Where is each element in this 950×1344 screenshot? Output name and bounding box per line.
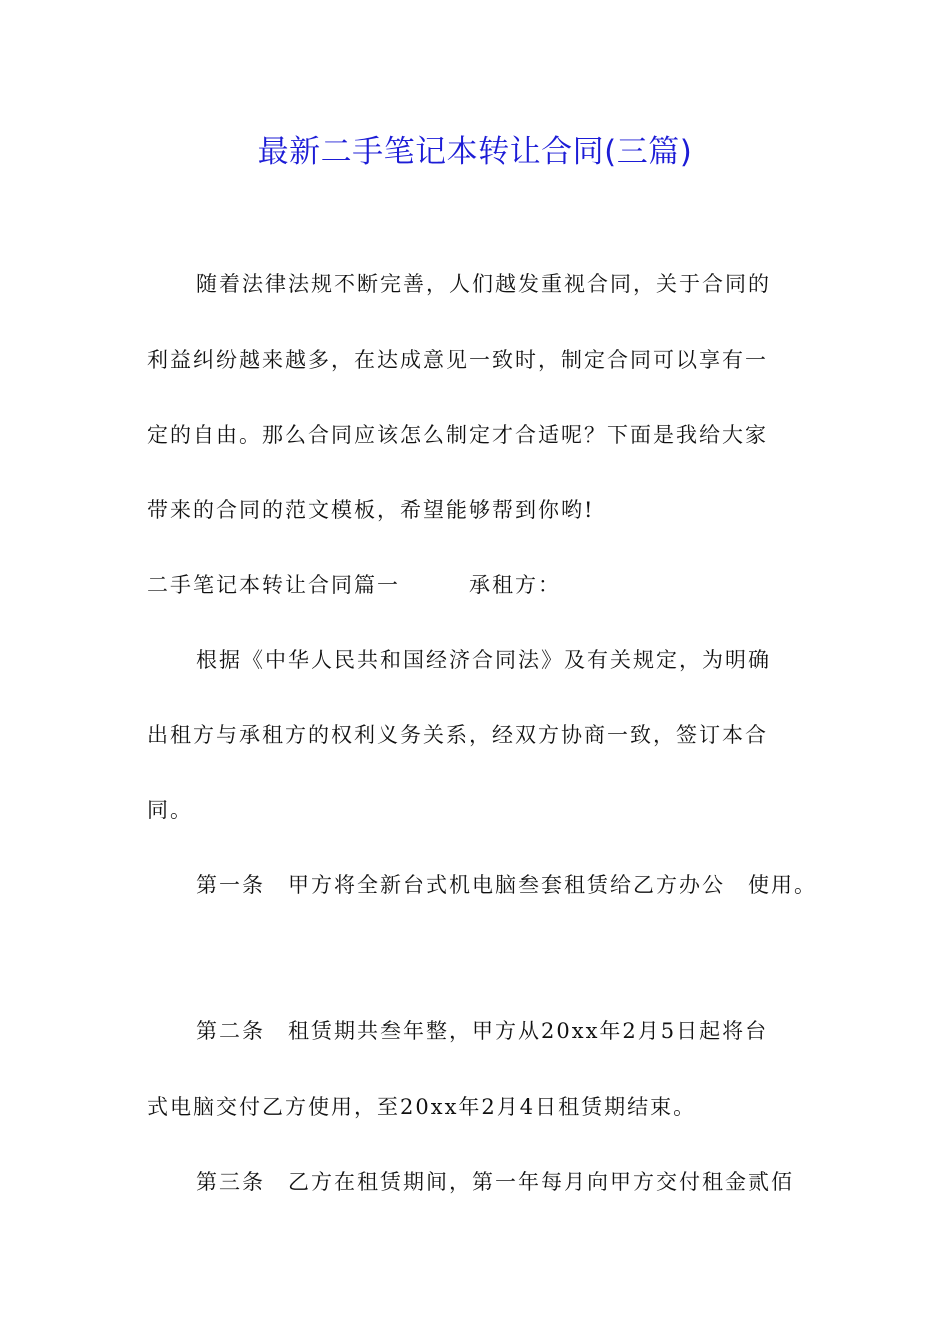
section-heading: 二手笔记本转让合同篇一 承租方： [147,573,561,597]
paragraph-line: 定的自由。那么合同应该怎么制定才合适呢？下面是我给大家 [147,423,768,447]
document-title: 最新二手笔记本转让合同(三篇) [257,134,693,170]
article-line: 第一条 甲方将全新台式机电脑叁套租赁给乙方办公 使用。 [196,873,817,897]
article-line: 第三条 乙方在租赁期间，第一年每月向甲方交付租金贰佰 [196,1170,794,1194]
article-line: 第二条 租赁期共叁年整，甲方从20xx年2月5日起将台 [196,1019,769,1043]
paragraph-line: 带来的合同的范文模板，希望能够帮到你哟! [147,498,595,522]
paragraph-line: 出租方与承租方的权利义务关系，经双方协商一致，签订本合 [147,723,768,747]
paragraph-line: 利益纠纷越来越多，在达成意见一致时，制定合同可以享有一 [147,348,768,372]
paragraph-line: 式电脑交付乙方使用，至20xx年2月4日租赁期结束。 [147,1095,697,1119]
paragraph-line: 同。 [147,798,193,822]
paragraph-line: 随着法律法规不断完善，人们越发重视合同，关于合同的 [196,272,771,296]
paragraph-line: 根据《中华人民共和国经济合同法》及有关规定，为明确 [196,648,771,672]
